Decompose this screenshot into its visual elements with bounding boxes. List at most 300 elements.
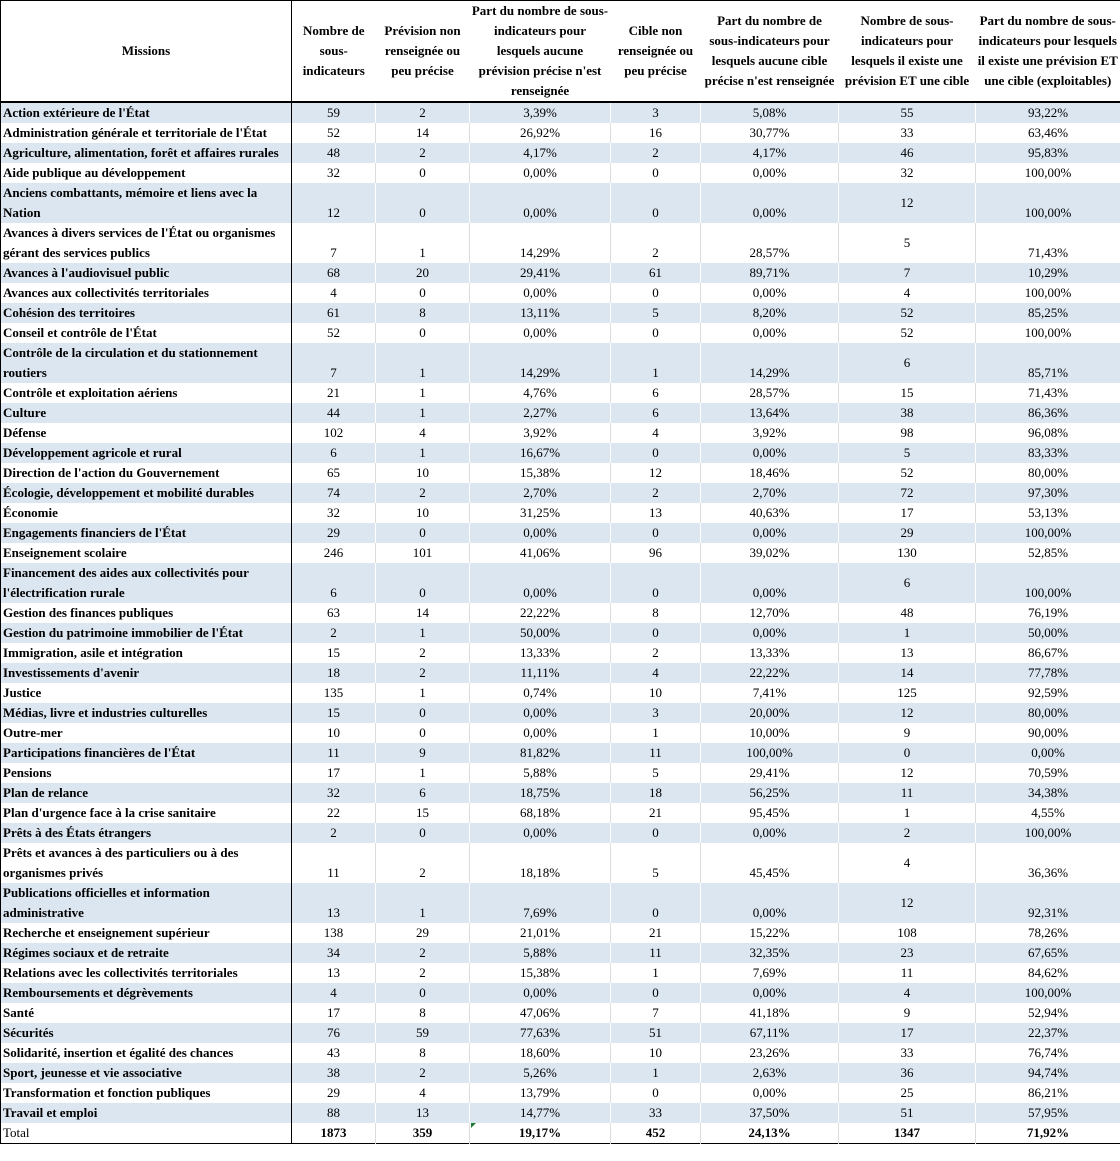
header-part-cible: Part du nombre de sous-indicateurs pour lesquels aucune cible précise n'est renseignée	[701, 1, 839, 103]
cible-non-renseignee-cell: 0	[611, 183, 701, 223]
cible-non-renseignee-cell: 0	[611, 163, 701, 183]
part-exploitables-cell: 100,00%	[976, 183, 1120, 223]
prevision-non-renseignee-cell: 1	[376, 883, 470, 923]
prevision-non-renseignee-cell: 2	[376, 663, 470, 683]
part-prevision-cell: 19,17%	[470, 1123, 611, 1144]
prevision-non-renseignee-cell: 0	[376, 723, 470, 743]
nombre-prevision-et-cible-cell: 14	[839, 663, 976, 683]
part-cible-cell: 89,71%	[701, 263, 839, 283]
nombre-prevision-et-cible-cell: 52	[839, 323, 976, 343]
part-prevision-cell: 2,27%	[470, 403, 611, 423]
prevision-non-renseignee-cell: 2	[376, 943, 470, 963]
part-cible-cell: 28,57%	[701, 223, 839, 263]
mission-name-cell: Relations avec les collectivités territoriales	[1, 963, 292, 983]
cible-non-renseignee-cell: 10	[611, 1043, 701, 1063]
part-prevision-cell: 13,33%	[470, 643, 611, 663]
part-exploitables-cell: 22,37%	[976, 1023, 1120, 1043]
nombre-sous-indicateurs-cell: 246	[292, 543, 376, 563]
table-row	[1, 443, 1120, 463]
nombre-prevision-et-cible-cell: 1	[839, 623, 976, 643]
nombre-prevision-et-cible-cell: 12	[839, 763, 976, 783]
header-part-prevision: Part du nombre de sous-indicateurs pour lesquels aucune prévision précise n'est renseignée	[470, 1, 611, 103]
cible-non-renseignee-cell: 13	[611, 503, 701, 523]
nombre-prevision-et-cible-cell: 48	[839, 603, 976, 623]
cible-non-renseignee-cell: 18	[611, 783, 701, 803]
prevision-non-renseignee-cell: 101	[376, 543, 470, 563]
header-part-exploitables: Part du nombre de sous-indicateurs pour lesquels il existe une prévision ET une cible (exploitables)	[976, 1, 1120, 103]
table-row	[1, 643, 1120, 663]
nombre-prevision-et-cible-cell: 11	[839, 963, 976, 983]
part-exploitables-cell: 70,59%	[976, 763, 1120, 783]
mission-name-cell: Gestion du patrimoine immobilier de l'État	[1, 623, 292, 643]
cible-non-renseignee-cell: 12	[611, 463, 701, 483]
part-prevision-cell: 68,18%	[470, 803, 611, 823]
table-row	[1, 163, 1120, 183]
prevision-non-renseignee-cell: 6	[376, 783, 470, 803]
part-prevision-cell: 0,00%	[470, 523, 611, 543]
part-cible-cell: 41,18%	[701, 1003, 839, 1023]
part-exploitables-cell: 71,92%	[976, 1123, 1120, 1144]
table-row	[1, 823, 1120, 843]
part-cible-cell: 29,41%	[701, 763, 839, 783]
part-cible-cell: 2,70%	[701, 483, 839, 503]
part-cible-cell: 13,64%	[701, 403, 839, 423]
table-row	[1, 543, 1120, 563]
nombre-prevision-et-cible-cell: 5	[839, 223, 976, 263]
part-cible-cell: 0,00%	[701, 183, 839, 223]
part-exploitables-cell: 100,00%	[976, 283, 1120, 303]
part-cible-cell: 0,00%	[701, 823, 839, 843]
part-cible-cell: 24,13%	[701, 1123, 839, 1144]
part-prevision-cell: 0,00%	[470, 323, 611, 343]
part-cible-cell: 10,00%	[701, 723, 839, 743]
part-cible-cell: 45,45%	[701, 843, 839, 883]
part-exploitables-cell: 0,00%	[976, 743, 1120, 763]
mission-name-cell: Prêts et avances à des particuliers ou à des organismes privés	[1, 843, 292, 883]
part-exploitables-cell: 4,55%	[976, 803, 1120, 823]
table-row	[1, 1063, 1120, 1083]
part-exploitables-cell: 90,00%	[976, 723, 1120, 743]
prevision-non-renseignee-cell: 1	[376, 683, 470, 703]
cible-non-renseignee-cell: 2	[611, 223, 701, 263]
cible-non-renseignee-cell: 3	[611, 703, 701, 723]
table-row	[1, 563, 1120, 603]
nombre-prevision-et-cible-cell: 6	[839, 563, 976, 603]
prevision-non-renseignee-cell: 2	[376, 643, 470, 663]
part-cible-cell: 13,33%	[701, 643, 839, 663]
cible-non-renseignee-cell: 0	[611, 623, 701, 643]
nombre-sous-indicateurs-cell: 29	[292, 523, 376, 543]
cible-non-renseignee-cell: 5	[611, 843, 701, 883]
part-prevision-cell: 22,22%	[470, 603, 611, 623]
nombre-sous-indicateurs-cell: 32	[292, 783, 376, 803]
part-cible-cell: 67,11%	[701, 1023, 839, 1043]
nombre-prevision-et-cible-cell: 46	[839, 143, 976, 163]
part-cible-cell: 14,29%	[701, 343, 839, 383]
cible-non-renseignee-cell: 0	[611, 883, 701, 923]
part-prevision-cell: 0,00%	[470, 823, 611, 843]
table-row	[1, 663, 1120, 683]
cible-non-renseignee-cell: 11	[611, 743, 701, 763]
part-exploitables-cell: 100,00%	[976, 823, 1120, 843]
header-prevision-non-renseignee: Prévision non renseignée ou peu précise	[376, 1, 470, 103]
part-exploitables-cell: 53,13%	[976, 503, 1120, 523]
table-row	[1, 683, 1120, 703]
part-exploitables-cell: 92,31%	[976, 883, 1120, 923]
mission-name-cell: Conseil et contrôle de l'État	[1, 323, 292, 343]
part-exploitables-cell: 93,22%	[976, 102, 1120, 123]
nombre-prevision-et-cible-cell: 29	[839, 523, 976, 543]
mission-name-cell: Total	[1, 1123, 292, 1144]
part-prevision-cell: 26,92%	[470, 123, 611, 143]
prevision-non-renseignee-cell: 0	[376, 823, 470, 843]
cible-non-renseignee-cell: 1	[611, 963, 701, 983]
prevision-non-renseignee-cell: 0	[376, 983, 470, 1003]
part-prevision-cell: 41,06%	[470, 543, 611, 563]
part-exploitables-cell: 57,95%	[976, 1103, 1120, 1123]
nombre-prevision-et-cible-cell: 33	[839, 1043, 976, 1063]
nombre-sous-indicateurs-cell: 65	[292, 463, 376, 483]
nombre-sous-indicateurs-cell: 76	[292, 1023, 376, 1043]
cible-non-renseignee-cell: 5	[611, 763, 701, 783]
nombre-prevision-et-cible-cell: 1	[839, 803, 976, 823]
table-row	[1, 1083, 1120, 1103]
cible-non-renseignee-cell: 2	[611, 643, 701, 663]
part-prevision-cell: 0,00%	[470, 183, 611, 223]
header-nombre-sous-indicateurs: Nombre de sous-indicateurs	[292, 1, 376, 103]
part-prevision-cell: 14,77%	[470, 1103, 611, 1123]
cible-non-renseignee-cell: 0	[611, 283, 701, 303]
total-row	[1, 1123, 1120, 1144]
mission-name-cell: Direction de l'action du Gouvernement	[1, 463, 292, 483]
table-row	[1, 603, 1120, 623]
part-cible-cell: 56,25%	[701, 783, 839, 803]
nombre-prevision-et-cible-cell: 55	[839, 102, 976, 123]
nombre-sous-indicateurs-cell: 17	[292, 763, 376, 783]
table-row	[1, 1103, 1120, 1123]
cible-non-renseignee-cell: 16	[611, 123, 701, 143]
table-row	[1, 1023, 1120, 1043]
nombre-sous-indicateurs-cell: 61	[292, 303, 376, 323]
nombre-prevision-et-cible-cell: 38	[839, 403, 976, 423]
part-cible-cell: 0,00%	[701, 883, 839, 923]
prevision-non-renseignee-cell: 1	[376, 223, 470, 263]
mission-name-cell: Économie	[1, 503, 292, 523]
part-prevision-cell: 7,69%	[470, 883, 611, 923]
mission-name-cell: Transformation et fonction publiques	[1, 1083, 292, 1103]
part-cible-cell: 40,63%	[701, 503, 839, 523]
table-row	[1, 883, 1120, 923]
nombre-prevision-et-cible-cell: 9	[839, 1003, 976, 1023]
prevision-non-renseignee-cell: 29	[376, 923, 470, 943]
nombre-prevision-et-cible-cell: 4	[839, 983, 976, 1003]
part-cible-cell: 100,00%	[701, 743, 839, 763]
prevision-non-renseignee-cell: 0	[376, 283, 470, 303]
nombre-sous-indicateurs-cell: 13	[292, 963, 376, 983]
part-prevision-cell: 47,06%	[470, 1003, 611, 1023]
prevision-non-renseignee-cell: 0	[376, 563, 470, 603]
part-prevision-cell: 4,17%	[470, 143, 611, 163]
cible-non-renseignee-cell: 2	[611, 143, 701, 163]
part-cible-cell: 2,63%	[701, 1063, 839, 1083]
cible-non-renseignee-cell: 8	[611, 603, 701, 623]
part-cible-cell: 12,70%	[701, 603, 839, 623]
nombre-sous-indicateurs-cell: 17	[292, 1003, 376, 1023]
nombre-sous-indicateurs-cell: 6	[292, 443, 376, 463]
cible-non-renseignee-cell: 33	[611, 1103, 701, 1123]
nombre-sous-indicateurs-cell: 1873	[292, 1123, 376, 1144]
nombre-sous-indicateurs-cell: 32	[292, 163, 376, 183]
prevision-non-renseignee-cell: 59	[376, 1023, 470, 1043]
part-cible-cell: 30,77%	[701, 123, 839, 143]
mission-name-cell: Administration générale et territoriale de l'État	[1, 123, 292, 143]
prevision-non-renseignee-cell: 1	[376, 763, 470, 783]
cible-non-renseignee-cell: 51	[611, 1023, 701, 1043]
nombre-sous-indicateurs-cell: 13	[292, 883, 376, 923]
mission-name-cell: Avances aux collectivités territoriales	[1, 283, 292, 303]
prevision-non-renseignee-cell: 359	[376, 1123, 470, 1144]
table-row	[1, 503, 1120, 523]
prevision-non-renseignee-cell: 1	[376, 343, 470, 383]
part-prevision-cell: 29,41%	[470, 263, 611, 283]
mission-name-cell: Sécurités	[1, 1023, 292, 1043]
nombre-prevision-et-cible-cell: 12	[839, 883, 976, 923]
header-nombre-prevision-et-cible: Nombre de sous-indicateurs pour lesquels il existe une prévision ET une cible	[839, 1, 976, 103]
part-exploitables-cell: 97,30%	[976, 483, 1120, 503]
part-prevision-cell: 0,00%	[470, 723, 611, 743]
cible-non-renseignee-cell: 0	[611, 523, 701, 543]
nombre-prevision-et-cible-cell: 12	[839, 703, 976, 723]
part-exploitables-cell: 36,36%	[976, 843, 1120, 883]
prevision-non-renseignee-cell: 2	[376, 963, 470, 983]
nombre-sous-indicateurs-cell: 7	[292, 223, 376, 263]
nombre-sous-indicateurs-cell: 138	[292, 923, 376, 943]
part-cible-cell: 23,26%	[701, 1043, 839, 1063]
part-exploitables-cell: 52,94%	[976, 1003, 1120, 1023]
prevision-non-renseignee-cell: 14	[376, 123, 470, 143]
prevision-non-renseignee-cell: 1	[376, 403, 470, 423]
cible-non-renseignee-cell: 11	[611, 943, 701, 963]
part-exploitables-cell: 86,36%	[976, 403, 1120, 423]
header-row	[1, 1, 1120, 103]
nombre-prevision-et-cible-cell: 7	[839, 263, 976, 283]
table-row	[1, 102, 1120, 123]
table-row	[1, 283, 1120, 303]
part-prevision-cell: 0,00%	[470, 283, 611, 303]
prevision-non-renseignee-cell: 1	[376, 443, 470, 463]
mission-name-cell: Immigration, asile et intégration	[1, 643, 292, 663]
part-prevision-cell: 18,18%	[470, 843, 611, 883]
part-prevision-cell: 15,38%	[470, 963, 611, 983]
nombre-sous-indicateurs-cell: 11	[292, 743, 376, 763]
cible-non-renseignee-cell: 0	[611, 443, 701, 463]
mission-name-cell: Travail et emploi	[1, 1103, 292, 1123]
nombre-sous-indicateurs-cell: 22	[292, 803, 376, 823]
mission-name-cell: Participations financières de l'État	[1, 743, 292, 763]
nombre-sous-indicateurs-cell: 18	[292, 663, 376, 683]
nombre-sous-indicateurs-cell: 102	[292, 423, 376, 443]
table-row	[1, 783, 1120, 803]
part-prevision-cell: 0,00%	[470, 563, 611, 603]
part-cible-cell: 0,00%	[701, 283, 839, 303]
nombre-prevision-et-cible-cell: 25	[839, 1083, 976, 1103]
part-cible-cell: 0,00%	[701, 523, 839, 543]
part-prevision-cell: 0,00%	[470, 163, 611, 183]
nombre-prevision-et-cible-cell: 36	[839, 1063, 976, 1083]
nombre-sous-indicateurs-cell: 6	[292, 563, 376, 603]
prevision-non-renseignee-cell: 1	[376, 383, 470, 403]
part-prevision-cell: 0,74%	[470, 683, 611, 703]
nombre-prevision-et-cible-cell: 98	[839, 423, 976, 443]
cible-non-renseignee-cell: 4	[611, 423, 701, 443]
cible-non-renseignee-cell: 4	[611, 663, 701, 683]
part-exploitables-cell: 85,71%	[976, 343, 1120, 383]
part-prevision-cell: 21,01%	[470, 923, 611, 943]
part-cible-cell: 20,00%	[701, 703, 839, 723]
part-cible-cell: 28,57%	[701, 383, 839, 403]
mission-name-cell: Médias, livre et industries culturelles	[1, 703, 292, 723]
nombre-prevision-et-cible-cell: 0	[839, 743, 976, 763]
cible-non-renseignee-cell: 5	[611, 303, 701, 323]
nombre-sous-indicateurs-cell: 15	[292, 643, 376, 663]
part-cible-cell: 3,92%	[701, 423, 839, 443]
mission-name-cell: Financement des aides aux collectivités pour l'électrification rurale	[1, 563, 292, 603]
part-cible-cell: 4,17%	[701, 143, 839, 163]
nombre-sous-indicateurs-cell: 48	[292, 143, 376, 163]
nombre-prevision-et-cible-cell: 5	[839, 443, 976, 463]
mission-name-cell: Développement agricole et rural	[1, 443, 292, 463]
nombre-sous-indicateurs-cell: 2	[292, 623, 376, 643]
part-prevision-cell: 31,25%	[470, 503, 611, 523]
nombre-prevision-et-cible-cell: 12	[839, 183, 976, 223]
cible-non-renseignee-cell: 452	[611, 1123, 701, 1144]
cible-non-renseignee-cell: 3	[611, 102, 701, 123]
prevision-non-renseignee-cell: 8	[376, 1043, 470, 1063]
part-exploitables-cell: 10,29%	[976, 263, 1120, 283]
nombre-prevision-et-cible-cell: 15	[839, 383, 976, 403]
mission-name-cell: Cohésion des territoires	[1, 303, 292, 323]
part-cible-cell: 5,08%	[701, 102, 839, 123]
part-cible-cell: 15,22%	[701, 923, 839, 943]
part-exploitables-cell: 96,08%	[976, 423, 1120, 443]
nombre-sous-indicateurs-cell: 7	[292, 343, 376, 383]
table-row	[1, 183, 1120, 223]
table-row	[1, 303, 1120, 323]
cible-non-renseignee-cell: 10	[611, 683, 701, 703]
mission-name-cell: Enseignement scolaire	[1, 543, 292, 563]
table-row	[1, 143, 1120, 163]
nombre-sous-indicateurs-cell: 12	[292, 183, 376, 223]
nombre-sous-indicateurs-cell: 2	[292, 823, 376, 843]
mission-name-cell: Investissements d'avenir	[1, 663, 292, 683]
prevision-non-renseignee-cell: 0	[376, 183, 470, 223]
part-cible-cell: 0,00%	[701, 563, 839, 603]
cible-non-renseignee-cell: 7	[611, 1003, 701, 1023]
part-exploitables-cell: 95,83%	[976, 143, 1120, 163]
header-missions: Missions	[1, 1, 292, 103]
nombre-prevision-et-cible-cell: 52	[839, 303, 976, 323]
part-prevision-cell: 5,26%	[470, 1063, 611, 1083]
part-cible-cell: 0,00%	[701, 163, 839, 183]
part-exploitables-cell: 76,74%	[976, 1043, 1120, 1063]
table-row	[1, 763, 1120, 783]
part-exploitables-cell: 76,19%	[976, 603, 1120, 623]
prevision-non-renseignee-cell: 20	[376, 263, 470, 283]
part-prevision-cell: 13,11%	[470, 303, 611, 323]
prevision-non-renseignee-cell: 2	[376, 102, 470, 123]
cible-non-renseignee-cell: 0	[611, 823, 701, 843]
nombre-sous-indicateurs-cell: 32	[292, 503, 376, 523]
nombre-prevision-et-cible-cell: 125	[839, 683, 976, 703]
table-row	[1, 383, 1120, 403]
table-body	[1, 102, 1120, 1144]
part-prevision-cell: 77,63%	[470, 1023, 611, 1043]
table-row	[1, 523, 1120, 543]
part-prevision-cell: 0,00%	[470, 983, 611, 1003]
part-prevision-cell: 0,00%	[470, 703, 611, 723]
nombre-sous-indicateurs-cell: 135	[292, 683, 376, 703]
mission-name-cell: Régimes sociaux et de retraite	[1, 943, 292, 963]
table-row	[1, 1043, 1120, 1063]
table-row	[1, 923, 1120, 943]
nombre-sous-indicateurs-cell: 52	[292, 323, 376, 343]
nombre-sous-indicateurs-cell: 88	[292, 1103, 376, 1123]
cible-non-renseignee-cell: 21	[611, 923, 701, 943]
nombre-sous-indicateurs-cell: 34	[292, 943, 376, 963]
table-row	[1, 323, 1120, 343]
nombre-sous-indicateurs-cell: 63	[292, 603, 376, 623]
part-exploitables-cell: 86,21%	[976, 1083, 1120, 1103]
nombre-sous-indicateurs-cell: 68	[292, 263, 376, 283]
nombre-sous-indicateurs-cell: 4	[292, 983, 376, 1003]
prevision-non-renseignee-cell: 4	[376, 423, 470, 443]
part-cible-cell: 37,50%	[701, 1103, 839, 1123]
nombre-prevision-et-cible-cell: 1347	[839, 1123, 976, 1144]
part-cible-cell: 32,35%	[701, 943, 839, 963]
part-cible-cell: 0,00%	[701, 323, 839, 343]
prevision-non-renseignee-cell: 0	[376, 703, 470, 723]
mission-name-cell: Solidarité, insertion et égalité des chances	[1, 1043, 292, 1063]
part-exploitables-cell: 100,00%	[976, 323, 1120, 343]
part-prevision-cell: 13,79%	[470, 1083, 611, 1103]
prevision-non-renseignee-cell: 14	[376, 603, 470, 623]
part-prevision-cell: 4,76%	[470, 383, 611, 403]
nombre-prevision-et-cible-cell: 32	[839, 163, 976, 183]
prevision-non-renseignee-cell: 13	[376, 1103, 470, 1123]
mission-name-cell: Anciens combattants, mémoire et liens avec la Nation	[1, 183, 292, 223]
table-row	[1, 843, 1120, 883]
cible-non-renseignee-cell: 0	[611, 323, 701, 343]
part-exploitables-cell: 100,00%	[976, 163, 1120, 183]
prevision-non-renseignee-cell: 0	[376, 163, 470, 183]
part-exploitables-cell: 100,00%	[976, 983, 1120, 1003]
nombre-sous-indicateurs-cell: 52	[292, 123, 376, 143]
table-row	[1, 943, 1120, 963]
table-row	[1, 123, 1120, 143]
mission-name-cell: Publications officielles et information administrative	[1, 883, 292, 923]
part-exploitables-cell: 63,46%	[976, 123, 1120, 143]
part-exploitables-cell: 71,43%	[976, 223, 1120, 263]
part-cible-cell: 39,02%	[701, 543, 839, 563]
mission-name-cell: Aide publique au développement	[1, 163, 292, 183]
part-exploitables-cell: 85,25%	[976, 303, 1120, 323]
prevision-non-renseignee-cell: 1	[376, 623, 470, 643]
nombre-prevision-et-cible-cell: 23	[839, 943, 976, 963]
part-exploitables-cell: 100,00%	[976, 523, 1120, 543]
part-prevision-cell: 15,38%	[470, 463, 611, 483]
mission-name-cell: Plan d'urgence face à la crise sanitaire	[1, 803, 292, 823]
prevision-non-renseignee-cell: 2	[376, 143, 470, 163]
